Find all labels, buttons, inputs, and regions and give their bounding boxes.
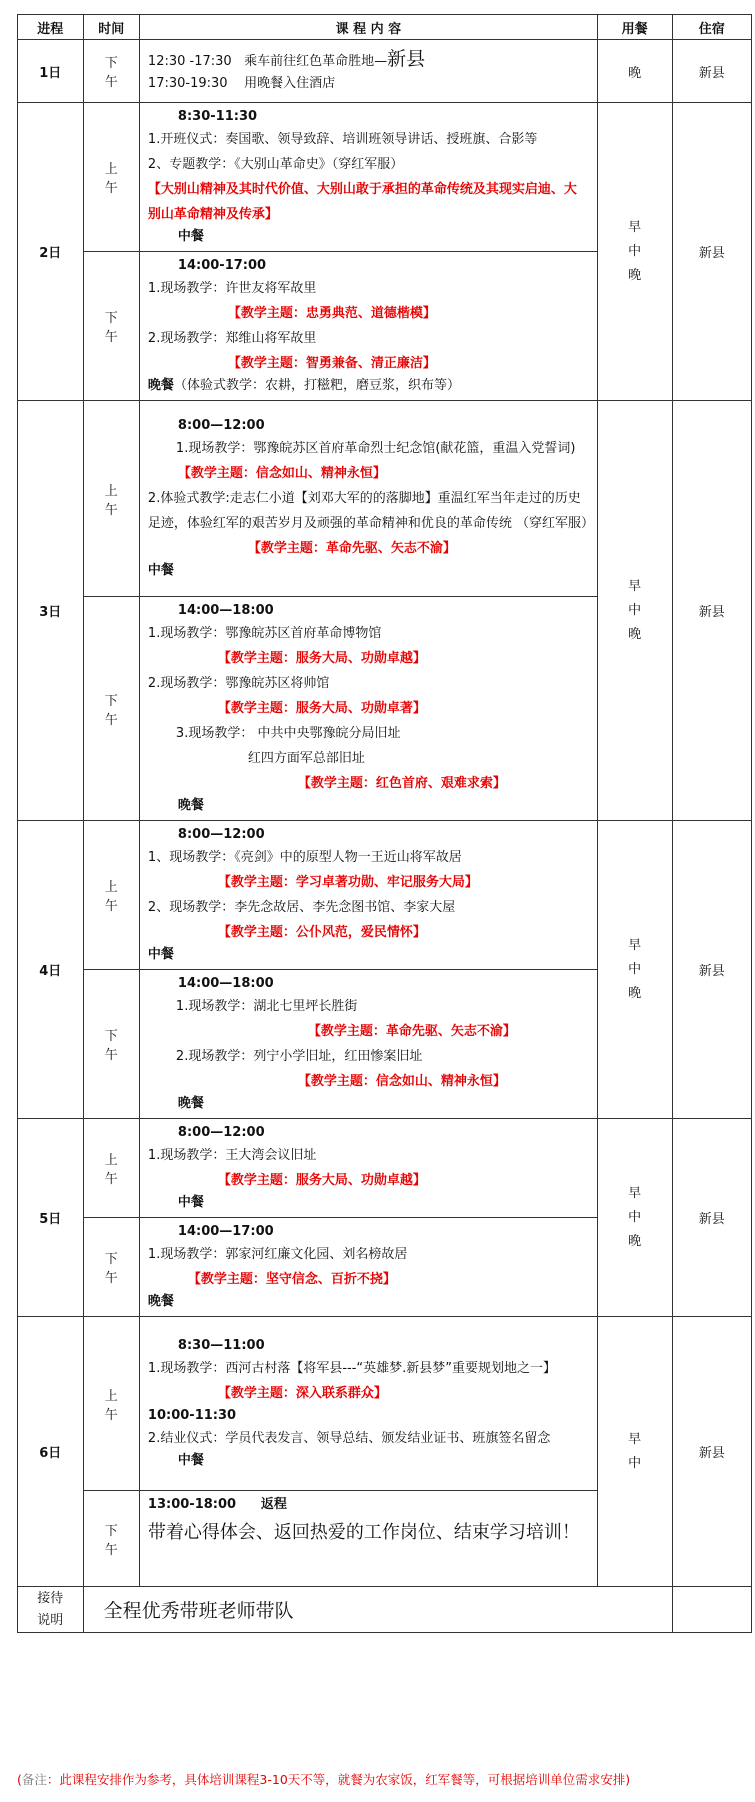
footer-label: 接待 说明 [18, 1587, 84, 1633]
content-line: 用晚餐入住酒店 [244, 75, 336, 91]
time-am: 上 午 [83, 821, 139, 970]
meal-note: 中餐 [177, 1453, 204, 1468]
header-meal: 用餐 [597, 15, 672, 40]
meal-note: 晚餐 [177, 798, 204, 813]
stay-cell: 新县 [672, 103, 751, 401]
day2-pm-content [139, 252, 597, 401]
time-range: 8:30-11:30 [177, 109, 258, 124]
day-label: 3日 [18, 401, 84, 821]
theme-text: 【教学主题：服务大局、功勋卓越】 [217, 1173, 426, 1188]
table-row [18, 821, 752, 970]
header-day: 进程 [18, 15, 84, 40]
footer-row [18, 1587, 752, 1633]
table-row [18, 1119, 752, 1218]
content-highlight: 新县 [387, 47, 426, 70]
content-line: 1.开班仪式：奏国歌、领导致辞、培训班领导讲话、授班旗、合影等 [147, 132, 538, 147]
time-range: 8:30—11:00 [177, 1338, 265, 1353]
content-line: 2、现场教学：李先念故居、李先念图书馆、李家大屋 [147, 900, 456, 915]
theme-text: 【教学主题：学习卓著功勋、牢记服务大局】 [217, 875, 478, 890]
day4-am-content [139, 821, 597, 970]
footer-empty [672, 1587, 751, 1633]
return-label: 返程 [260, 1497, 287, 1512]
content-line: 2.体验式教学:走志仁小道【刘邓大军的的落脚地】重温红军当年走过的历史足迹，体验红军的艰苦岁月及顽强的革命精神和优良的革命传统 （穿红军服） [147, 491, 595, 531]
content-line: 1.现场教学：西河古村落【将军县---“英雄梦.新县梦”重要规划地之一】 [147, 1361, 557, 1376]
time-range: 8:00—12:00 [177, 1125, 265, 1140]
content-line: 1.现场教学：许世友将军故里 [147, 281, 317, 296]
table-row [18, 103, 752, 252]
day3-pm-content [139, 597, 597, 821]
footer-text: 全程优秀带班老师带队 [83, 1587, 672, 1633]
theme-text: 【教学主题：信念如山、精神永恒】 [177, 466, 386, 481]
meal-cell: 晚 [597, 40, 672, 103]
day5-am-content [139, 1119, 597, 1218]
theme-text: 【教学主题：革命先驱、矢志不渝】 [307, 1024, 516, 1039]
stay-cell: 新县 [672, 1119, 751, 1317]
content-line: 2.现场教学：列宁小学旧址，红田惨案旧址 [175, 1049, 423, 1064]
meal-cell: 早 中 晚 [597, 103, 672, 401]
table-row [18, 401, 752, 597]
schedule-table [17, 14, 752, 1633]
content-line: 2、专题教学：《大别山革命史》（穿红军服） [147, 157, 404, 172]
time-range: 14:00-17:00 [177, 258, 267, 273]
table-row [18, 1317, 752, 1491]
content-line: 带着心得体会、返回热爱的工作岗位、结束学习培训！ [147, 1522, 580, 1543]
time-pm: 下 午 [83, 252, 139, 401]
header-time: 时间 [83, 15, 139, 40]
day-label: 1日 [18, 40, 84, 103]
header-content: 课 程 内 容 [139, 15, 597, 40]
meal-note: 晚餐 [177, 1096, 204, 1111]
header-stay: 住宿 [672, 15, 751, 40]
meal-note: 晚餐 [147, 378, 174, 393]
content-line: 乘车前往红色革命胜地— [244, 53, 388, 69]
theme-text: 【教学主题：服务大局、功勋卓越】 [217, 651, 426, 666]
time-am: 上 午 [83, 1317, 139, 1491]
meal-note: 中餐 [147, 563, 174, 578]
theme-text: 【教学主题：红色首府、艰难求索】 [297, 776, 506, 791]
theme-text: 【教学主题：公仆风范，爱民情怀】 [217, 925, 426, 940]
content-line: 1.现场教学：鄂豫皖苏区首府革命博物馆 [147, 626, 382, 641]
time-pm: 下 午 [83, 1218, 139, 1317]
time-range: 8:00—12:00 [177, 827, 265, 842]
time-range: 14:00—18:00 [177, 603, 274, 618]
meal-note: 晚餐 [147, 1294, 174, 1309]
content-line: 红四方面军总部旧址 [247, 751, 365, 766]
content-line: 2.现场教学：鄂豫皖苏区将帅馆 [147, 676, 330, 691]
theme-text: 【教学主题：坚守信念、百折不挠】 [187, 1272, 396, 1287]
table-row [18, 40, 752, 103]
day1-content [139, 40, 597, 103]
day-label: 5日 [18, 1119, 84, 1317]
day-label: 6日 [18, 1317, 84, 1587]
day6-am-content [139, 1317, 597, 1491]
theme-text: 【教学主题：革命先驱、矢志不渝】 [247, 541, 456, 556]
time-range: 17:30-19:30 [147, 75, 228, 91]
stay-cell: 新县 [672, 40, 751, 103]
content-line: 3.现场教学： 中共中央鄂豫皖分局旧址 [175, 726, 401, 741]
day3-am-content [139, 401, 597, 597]
theme-text: 【教学主题：深入联系群众】 [217, 1386, 387, 1401]
content-line: （体验式教学：农耕，打糍粑，磨豆浆，织布等） [173, 378, 460, 393]
theme-text: 【教学主题：忠勇典范、道德楷模】 [227, 306, 436, 321]
meal-cell: 早 中 晚 [597, 401, 672, 821]
time-pm: 下 午 [83, 40, 139, 103]
stay-cell: 新县 [672, 821, 751, 1119]
meal-cell: 早 中 晚 [597, 1119, 672, 1317]
theme-text: 【教学主题：服务大局、功勋卓著】 [217, 701, 426, 716]
time-range: 10:00-11:30 [147, 1408, 237, 1423]
meal-note: 中餐 [147, 947, 174, 962]
time-range: 14:00—18:00 [177, 976, 274, 991]
meal-cell: 早 中 [597, 1317, 672, 1587]
content-line: 2.现场教学：郑维山将军故里 [147, 331, 317, 346]
content-line: 1.现场教学：湖北七里坪长胜街 [175, 999, 358, 1014]
meal-cell: 早 中 晚 [597, 821, 672, 1119]
content-line: 1.现场教学：郭家河红廉文化园、刘名榜故居 [147, 1247, 408, 1262]
remark-note [17, 1770, 630, 1788]
time-range: 12:30 -17:30 [147, 53, 232, 69]
content-line: 1.现场教学：王大湾会议旧址 [147, 1148, 317, 1163]
day4-pm-content [139, 970, 597, 1119]
day2-am-content [139, 103, 597, 252]
table-header-row [18, 15, 752, 40]
content-line: 1、现场教学：《亮剑》中的原型人物一王近山将军故居 [147, 850, 462, 865]
time-range: 14:00—17:00 [177, 1224, 274, 1239]
theme-text: 【教学主题：智勇兼备、清正廉洁】 [227, 356, 436, 371]
day5-pm-content [139, 1218, 597, 1317]
day-label: 2日 [18, 103, 84, 401]
meal-note: 中餐 [177, 1195, 204, 1210]
remark-prefix: ( [17, 1772, 22, 1787]
day6-pm-content [139, 1491, 597, 1587]
time-am: 上 午 [83, 1119, 139, 1218]
stay-cell: 新县 [672, 1317, 751, 1587]
time-range: 8:00—12:00 [177, 418, 265, 433]
remark-tag: 备注 [21, 1772, 47, 1787]
theme-text: 【教学主题：信念如山、精神永恒】 [297, 1074, 506, 1089]
day-label: 4日 [18, 821, 84, 1119]
meal-note: 中餐 [177, 229, 204, 244]
time-pm: 下 午 [83, 970, 139, 1119]
theme-text: 【大别山精神及其时代价值、大别山敢于承担的革命传统及其现实启迪、大别山革命精神及传承】 [147, 182, 577, 222]
time-pm: 下 午 [83, 1491, 139, 1587]
content-line: 2.结业仪式：学员代表发言、领导总结、颁发结业证书、班旗签名留念 [147, 1431, 551, 1446]
time-am: 上 午 [83, 103, 139, 252]
remark-body: ：此课程安排作为参考，具体培训课程3-10天不等，就餐为农家饭，红军餐等，可根据培训单位需求安排) [46, 1772, 631, 1787]
stay-cell: 新县 [672, 401, 751, 821]
content-line: 1.现场教学：鄂豫皖苏区首府革命烈士纪念馆(献花篮，重温入党誓词) [175, 441, 576, 456]
time-pm: 下 午 [83, 597, 139, 821]
time-am: 上 午 [83, 401, 139, 597]
time-range: 13:00-18:00 [147, 1497, 237, 1512]
